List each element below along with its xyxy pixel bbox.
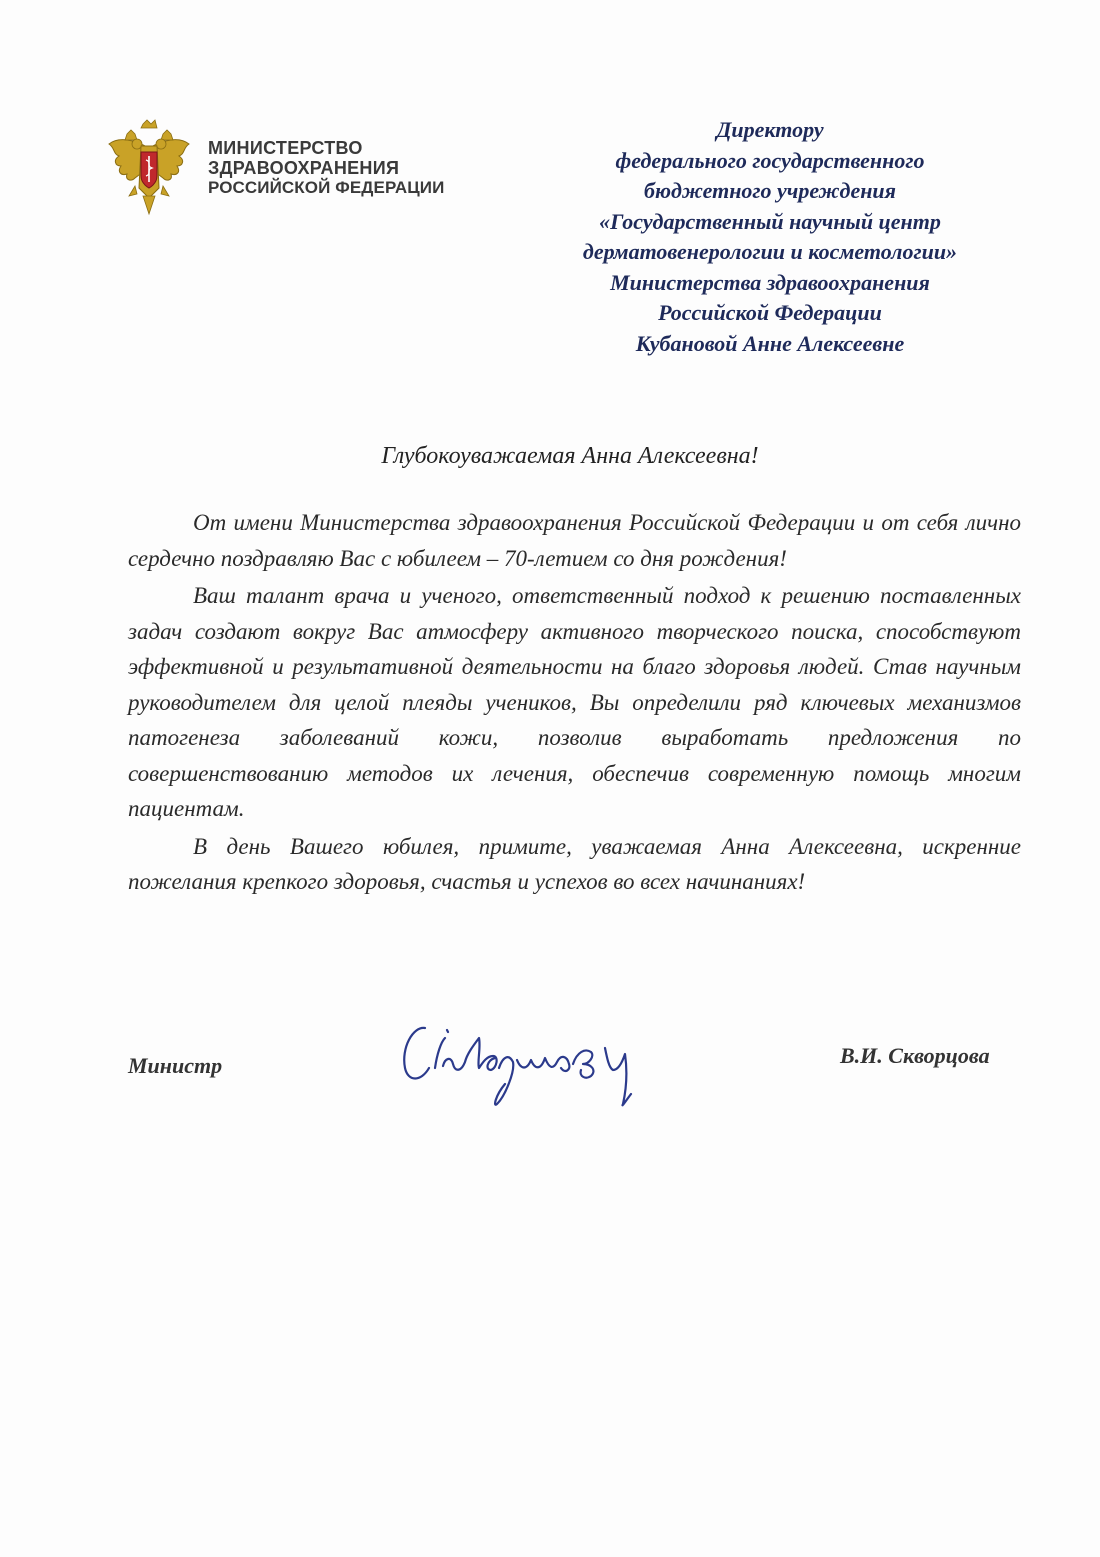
coat-of-arms-icon <box>105 118 193 218</box>
addressee-block <box>520 115 1020 359</box>
ministry-name-line-2: ЗДРАВООХРАНЕНИЯ <box>208 158 400 178</box>
ministry-name-line-1: МИНИСТЕРСТВО <box>208 138 363 158</box>
addressee-line: Кубановой Анне Алексеевне <box>635 330 905 356</box>
ministry-name-line-3: РОССИЙСКОЙ ФЕДЕРАЦИИ <box>208 178 445 197</box>
salutation: Глубокоуважаемая Анна Алексеевна! <box>381 443 759 469</box>
handwritten-signature <box>395 1008 685 1113</box>
addressee-line: Российской Федерации <box>658 300 882 325</box>
addressee-line: бюджетного учреждения <box>644 178 896 203</box>
addressee-line: «Государственный научный центр <box>599 208 941 234</box>
addressee-line: федерального государственного <box>615 147 925 173</box>
signatory-title: Министр <box>128 1053 223 1078</box>
letter-body <box>128 505 1021 900</box>
body-paragraph: От имени Министерства здравоохранения Российской Федерации и от себя лично сердечно поздравляю Вас с юбилеем – 70-летием со дня рождения! <box>128 510 1021 571</box>
signatory-name: В.И. Скворцова <box>840 1043 990 1068</box>
addressee-line: дерматовенерологии и косметологии» <box>582 239 958 264</box>
ministry-name <box>208 138 444 198</box>
letterhead <box>100 118 480 218</box>
addressee-line: Директору <box>716 117 824 142</box>
body-paragraph: Ваш талант врача и ученого, ответственный подход к решению поставленных задач создают вокруг Вас атмосферу активного творческого поиска, способствуют эффективной и результативной деятельности на благо здоровья людей. Став научным руководителем для целой плеяды учеников, Вы определили ряд ключевых механизмов патогенеза заболеваний кожи, позволив выработать предложения по совершенствованию методов их лечения, обеспечив современную помощь многим пациентам. <box>128 583 1021 821</box>
body-paragraph: В день Вашего юбилея, примите, уважаемая Анна Алексеевна, искренние пожелания крепкого здоровья, счастья и успехов во всех начинаниях! <box>128 833 1021 894</box>
addressee-line: Министерства здравоохранения <box>610 269 930 295</box>
